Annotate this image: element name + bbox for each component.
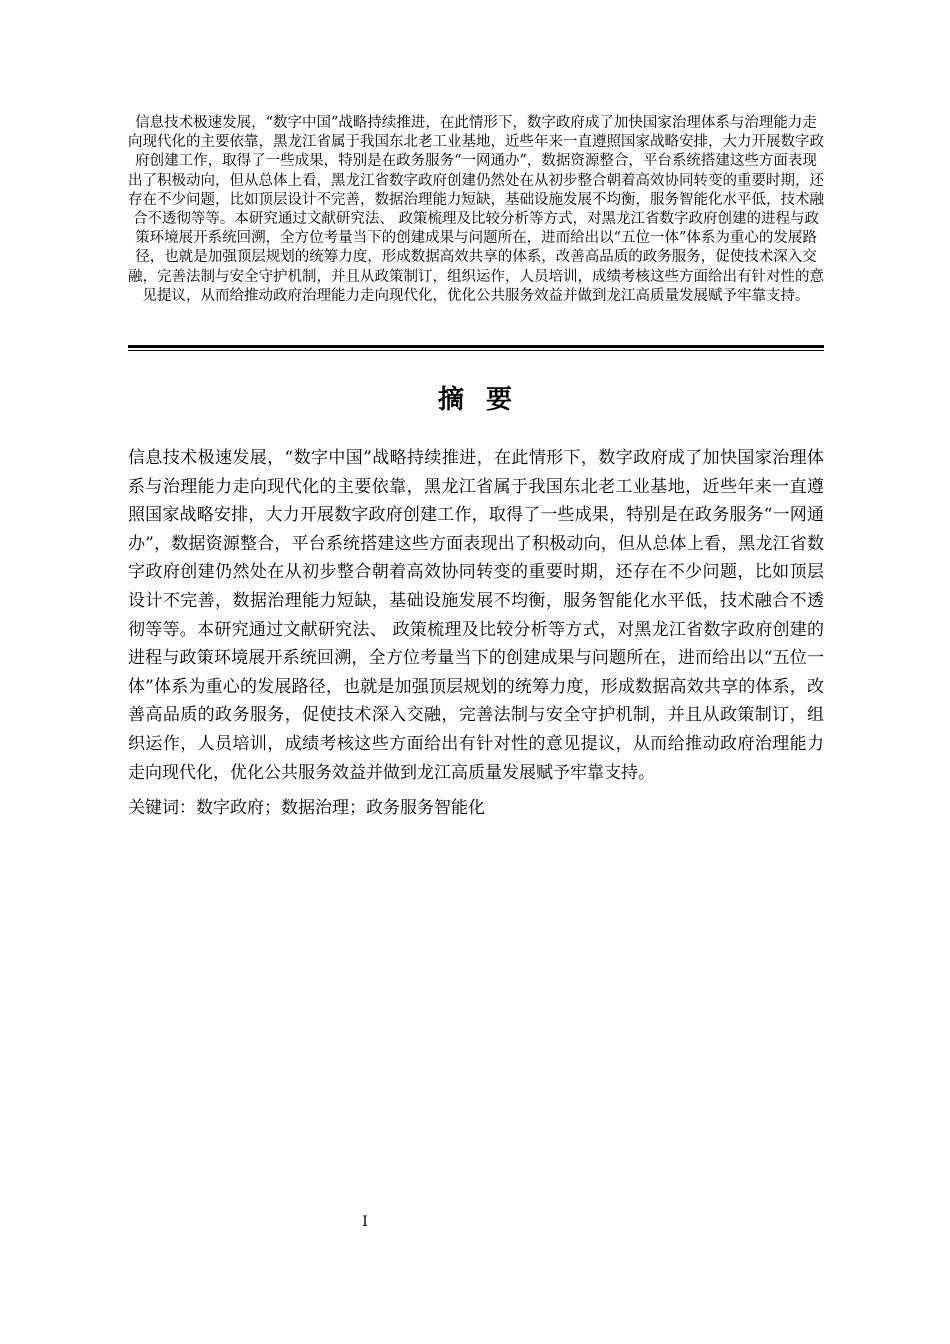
keywords-line: 关键词：数字政府；数据治理；政务服务智能化 xyxy=(128,798,485,818)
page-number: I xyxy=(362,1214,368,1230)
header-divider-thin xyxy=(128,350,824,351)
abstract-body: 信息技术极速发展，“数字中国”战略持续推进，在此情形下，数字政府成了加快国家治理体系与治理能力走向现代化的主要依靠，黑龙江省属于我国东北老工业基地，近些年来一直遵照国家战略安排，大力开展数字政府创建工作，取得了一些成果，特别是在政务服务“一网通办”，数据资源整合，平台系统搭建这些方面表现出了积极动向，但从总体上看，黑龙江省数字政府创建仍然处在从初步整合朝着高效协同转变的重要时期，还存在不少问题，比如顶层设计不完善，数据治理能力短缺，基础设施发展不均衡，服务智能化水平低，技术融合不透彻等等。本研究通过文献研究法、 政策梳理及比较分析等方式，对黑龙江省数字政府创建的进程与政策环境展开系统回溯，全方位考量当下的创建成果与问题所在，进而给出以“五位一体”体系为重心的发展路径，也就是加强顶层规划的统筹力度，形成数据高效共享的体系，改善高品质的政务服务，促使技术深入交融，完善法制与安全守护机制，并且从政策制订，组织运作，人员培训，成绩考核这些方面给出有针对性的意见提议，从而给推动政府治理能力走向现代化，优化公共服务效益并做到龙江高质量发展赋予牢靠支持。 xyxy=(128,448,824,783)
header-divider-thick xyxy=(128,345,824,348)
abstract-title: 摘要 xyxy=(437,385,534,415)
header-summary-text: 信息技术极速发展，“数字中国”战略持续推进，在此情形下，数字政府成了加快国家治理体系与治理能力走向现代化的主要依靠，黑龙江省属于我国东北老工业基地，近些年来一直遵照国家战略安排，大力开展数字政府创建工作，取得了一些成果，特别是在政务服务“一网通办”，数据资源整合，平台系统搭建这些方面表现出了积极动向，但从总体上看，黑龙江省数字政府创建仍然处在从初步整合朝着高效协同转变的重要时期，还存在不少问题，比如顶层设计不完善，数据治理能力短缺，基础设施发展不均衡，服务智能化水平低，技术融合不透彻等等。本研究通过文献研究法、 政策梳理及比较分析等方式，对黑龙江省数字政府创建的进程与政策环境展开系统回溯，全方位考量当下的创建成果与问题所在，进而给出以“五位一体”体系为重心的发展路径，也就是加强顶层规划的统筹力度，形成数据高效共享的体系，改善高品质的政务服务，促使技术深入交融，完善法制与安全守护机制，并且从政策制订，组织运作，人员培训，成绩考核这些方面给出有针对性的意见提议，从而给推动政府治理能力走向现代化，优化公共服务效益并做到龙江高质量发展赋予牢靠支持。 xyxy=(128,115,824,304)
